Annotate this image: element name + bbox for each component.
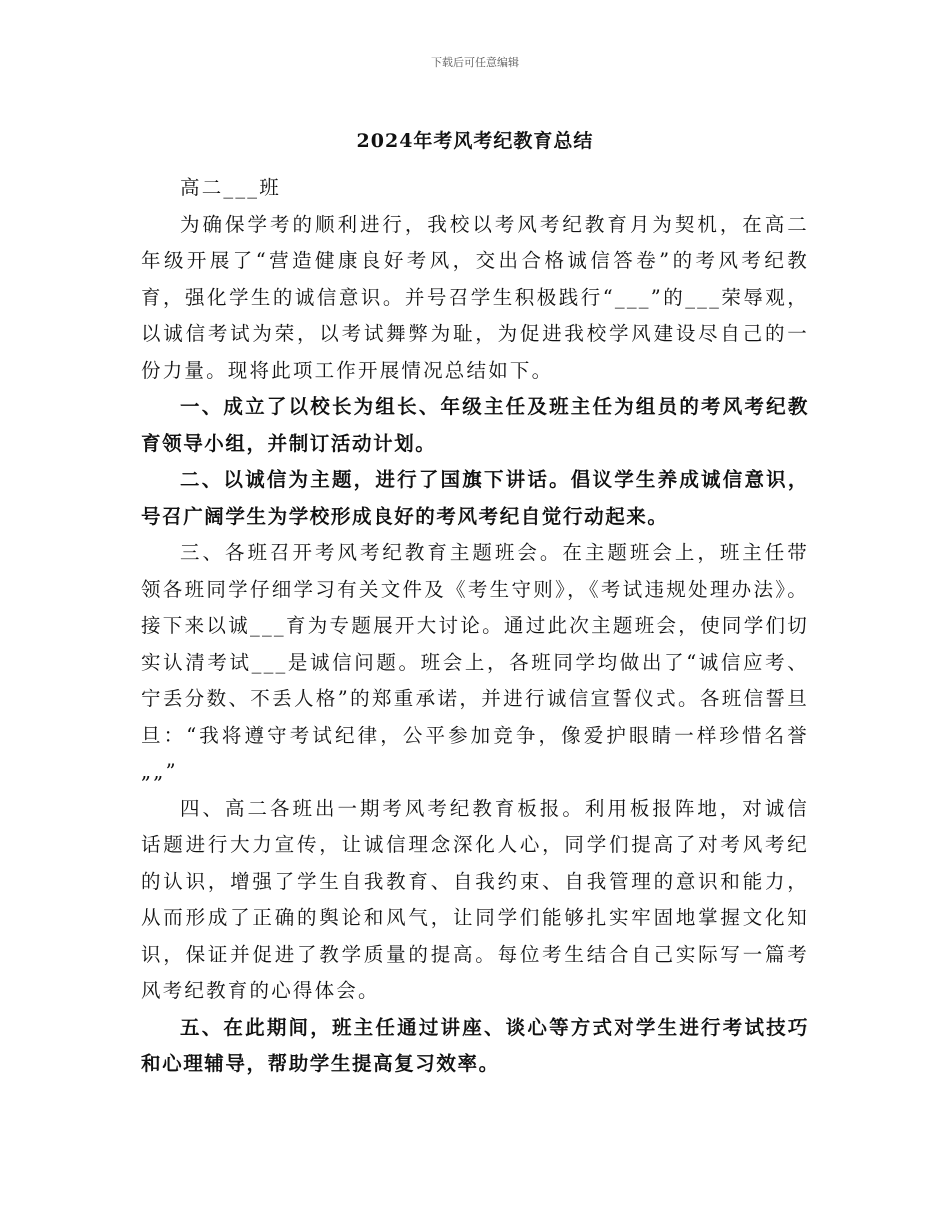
section-5-heading: 五、在此期间，班主任通过讲座、谈心等方式对学生进行考试技巧和心理辅导，帮助学生提高复习效率。 (141, 1015, 809, 1075)
section-4-paragraph: 四、高二各班出一期考风考纪教育板报。利用板报阵地，对诚信话题进行大力宣传，让诚信理念深化人心，同学们提高了对考风考纪的认识，增强了学生自我教育、自我约束、自我管理的意识和能力，从而形成了正确的舆论和风气，让同学们能够扎实牢固地掌握文化知识，保证并促进了教学质量的提高。每位考生结合自己实际写一篇考风考纪教育的心得体会。 (141, 796, 809, 1002)
class-line: 高二___班 (180, 176, 281, 199)
header-note: 下载后可任意编辑 (431, 56, 519, 69)
section-3-paragraph: 三、各班召开考风考纪教育主题班会。在主题班会上，班主任带领各班同学仔细学习有关文件及《考生守则》，《考试违规处理办法》。接下来以诚___育为专题展开大讨论。通过此次主题班会，使同学们切实认清考试___是诚信问题。班会上，各班同学均做出了“诚信应考、宁丢分数、不丢人格”的郑重承诺，并进行诚信宣誓仪式。各班信誓旦旦：“我将遵守考试纪律，公平参加竞争，像爱护眼睛一样珍惜名誉„„” (141, 541, 809, 783)
document-title: 2024年考风考纪教育总结 (356, 130, 594, 152)
intro-paragraph: 为确保学考的顺利进行，我校以考风考纪教育月为契机，在高二年级开展了“营造健康良好考风，交出合格诚信答卷”的考风考纪教育，强化学生的诚信意识。并号召学生积极践行“___”的___荣辱观，以诚信考试为荣，以考试舞弊为耻，为促进我校学风建设尽自己的一份力量。现将此项工作开展情况总结如下。 (141, 212, 809, 382)
section-2-heading: 二、以诚信为主题，进行了国旗下讲话。倡议学生养成诚信意识，号召广阔学生为学校形成良好的考风考纪自觉行动起来。 (141, 468, 809, 528)
section-1-heading: 一、成立了以校长为组长、年级主任及班主任为组员的考风考纪教育领导小组，并制订活动计划。 (141, 395, 809, 455)
document-body (141, 170, 809, 1083)
